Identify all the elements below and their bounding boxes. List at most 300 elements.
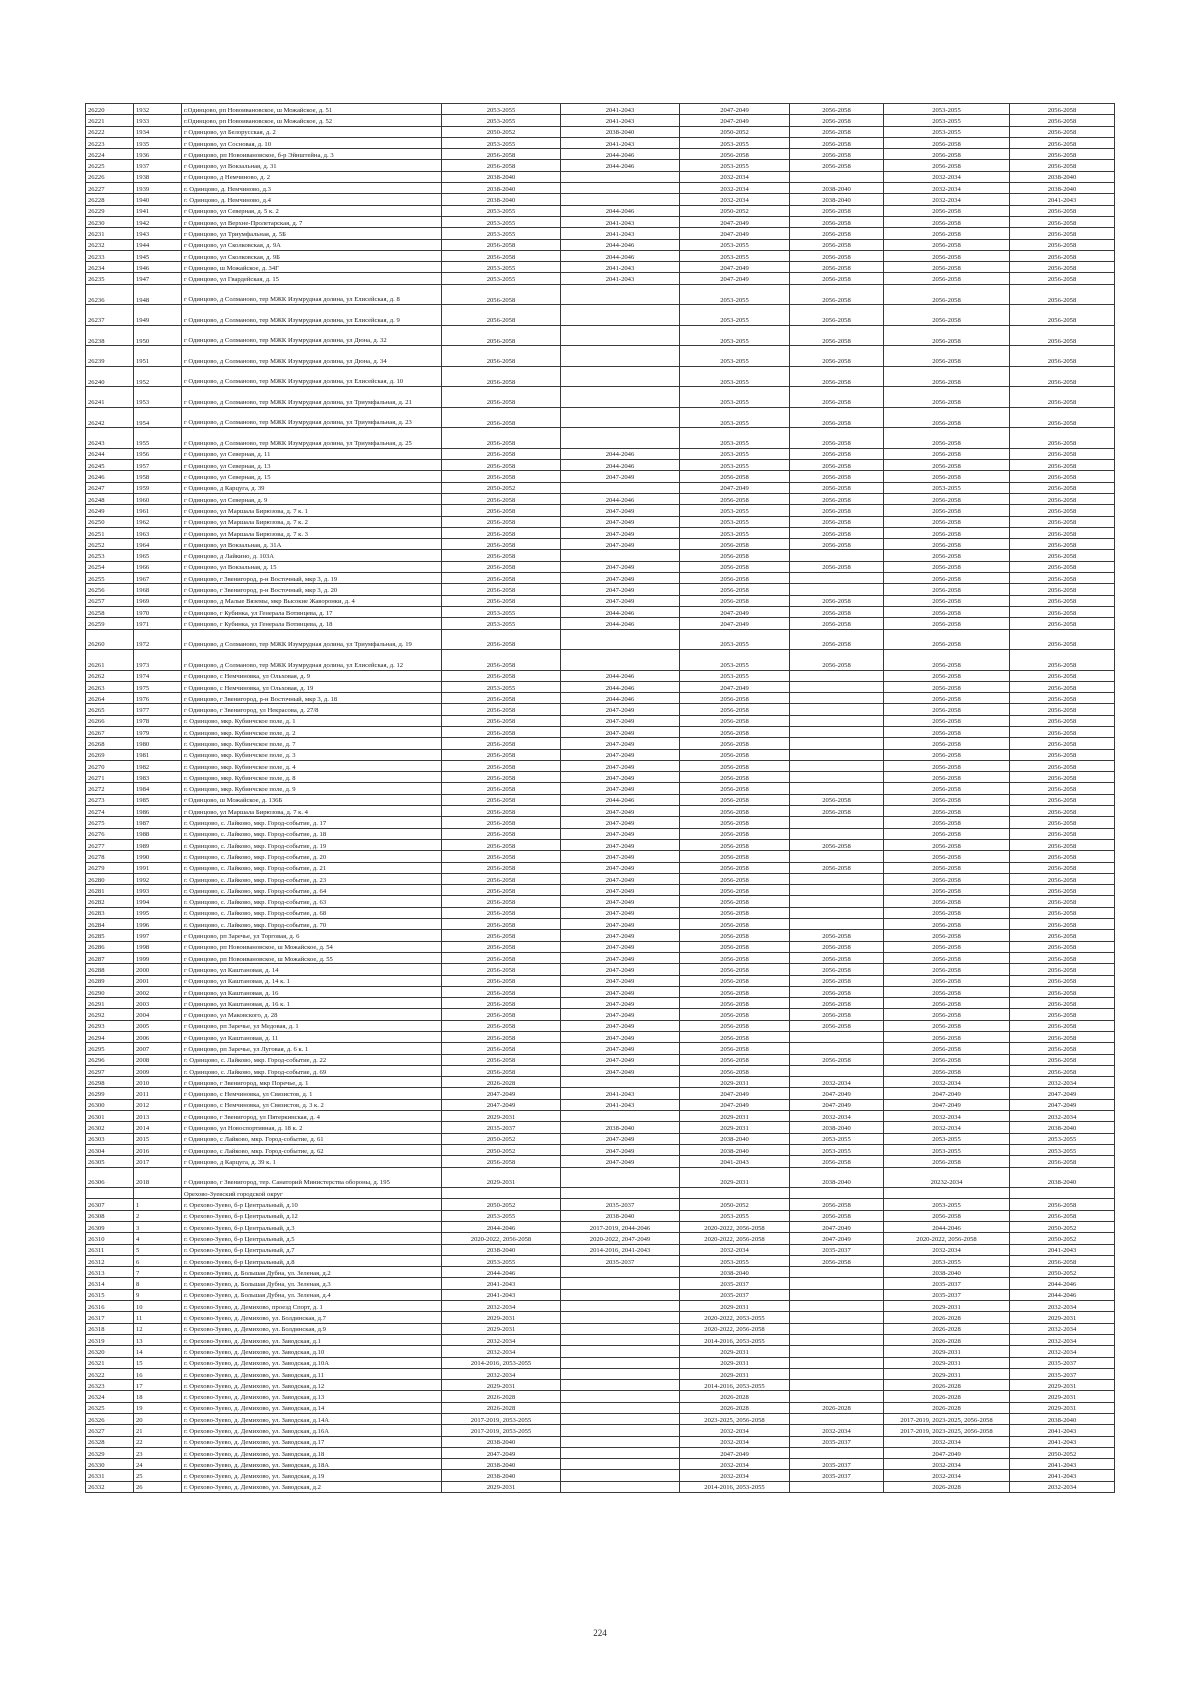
cell-term-3: 2029-2031 (680, 1368, 790, 1379)
cell-address: г. Одинцово, мкр. Кубинчское поле, д. 1 (182, 715, 442, 726)
cell-term-3: 2056-2058 (680, 783, 790, 794)
cell-term-3: 2056-2058 (680, 975, 790, 986)
cell-term-5: 2035-2037 (884, 1278, 1010, 1289)
cell-term-5: 2056-2058 (884, 862, 1010, 873)
cell-term-6: 2056-2058 (1010, 1009, 1115, 1020)
cell-term-5: 2056-2058 (884, 749, 1010, 760)
cell-term-5: 2056-2058 (884, 160, 1010, 171)
cell-term-1: 2029-2031 (442, 1481, 561, 1492)
cell-address: г Одинцово, ул Маршала Бирюзова, д. 7 к. 1 (182, 505, 442, 516)
table-row (86, 137, 1115, 148)
cell-term-2: 2047-2049 (561, 471, 680, 482)
table-row (86, 964, 1115, 975)
cell-term-3: 2047-2049 (680, 228, 790, 239)
cell-address: г Одинцово, ул Триумфальная, д. 5Б (182, 228, 442, 239)
cell-row-id: 26298 (86, 1077, 134, 1088)
cell-term-4: 2056-2058 (790, 250, 884, 261)
cell-address: г. Орехово-Зуево, б-р Центральный, д.10 (182, 1199, 442, 1210)
cell-term-2: 2044-2046 (561, 681, 680, 692)
cell-term-4: 2032-2034 (790, 1425, 884, 1436)
cell-item-number: 18 (134, 1391, 182, 1402)
cell-term-1: 2056-2058 (442, 930, 561, 941)
cell-term-4: 2056-2058 (790, 239, 884, 250)
cell-term-3: 2050-2052 (680, 126, 790, 137)
cell-item-number: 1979 (134, 726, 182, 737)
cell-term-4: 2056-2058 (790, 407, 884, 428)
cell-item-number: 1940 (134, 194, 182, 205)
cell-term-3: 2056-2058 (680, 885, 790, 896)
cell-term-1: 2056-2058 (442, 149, 561, 160)
cell-item-number: 24 (134, 1459, 182, 1470)
cell-term-4: 2038-2040 (790, 183, 884, 194)
cell-item-number: 1964 (134, 539, 182, 550)
cell-term-6: 2056-2058 (1010, 828, 1115, 839)
cell-term-5: 2056-2058 (884, 693, 1010, 704)
cell-row-id: 26224 (86, 149, 134, 160)
cell-term-2: 2047-2049 (561, 998, 680, 1009)
cell-item-number: 2003 (134, 998, 182, 1009)
cell-term-5: 2026-2028 (884, 1312, 1010, 1323)
cell-row-id: 26282 (86, 896, 134, 907)
cell-item-number: 9 (134, 1289, 182, 1300)
cell-term-3: 2038-2040 (680, 1133, 790, 1144)
cell-term-6: 2056-2058 (1010, 205, 1115, 216)
cell-term-4: 2056-2058 (790, 1255, 884, 1266)
cell-address: г. Одинцово, с. Лайково, мкр. Город-событие, д. 70 (182, 919, 442, 930)
table-row (86, 205, 1115, 216)
table-row (86, 1088, 1115, 1099)
cell-term-3: 2029-2031 (680, 1301, 790, 1312)
cell-term-1: 2056-2058 (442, 584, 561, 595)
cell-row-id: 26321 (86, 1357, 134, 1368)
table-row (86, 273, 1115, 284)
cell-item-number: 1967 (134, 573, 182, 584)
cell-term-6: 2056-2058 (1010, 1210, 1115, 1221)
cell-row-id: 26314 (86, 1278, 134, 1289)
cell-address: г. Одинцово, с. Лайково, мкр. Город-событие, д. 69 (182, 1065, 442, 1076)
cell-term-6: 2032-2034 (1010, 1077, 1115, 1088)
cell-row-id: 26255 (86, 573, 134, 584)
cell-item-number: 26 (134, 1481, 182, 1492)
table-row (86, 1233, 1115, 1244)
cell-term-5: 2056-2058 (884, 952, 1010, 963)
cell-address: г. Орехово-Зуево, д. Большая Дубна, ул. Зеленая, д.2 (182, 1267, 442, 1278)
cell-item-number: 1943 (134, 228, 182, 239)
cell-address: г. Орехово-Зуево, д. Демихово, ул. Заводская, д.2 (182, 1481, 442, 1492)
cell-row-id: 26258 (86, 606, 134, 617)
table-row (86, 1436, 1115, 1447)
cell-address: г.Одинцово, рп Новоивановское, ш Можайское, д. 51 (182, 104, 442, 115)
cell-term-6: 2056-2058 (1010, 919, 1115, 930)
cell-address: г. Одинцово, с. Лайково, мкр. Город-событие, д. 23 (182, 873, 442, 884)
table-row (86, 715, 1115, 726)
cell-term-6: 2056-2058 (1010, 493, 1115, 504)
cell-row-id: 26293 (86, 1020, 134, 1031)
cell-term-4: 2056-2058 (790, 216, 884, 227)
cell-term-3: 2053-2055 (680, 629, 790, 650)
cell-address: г Одинцово, с Немчиновка, ул Ольховая, д. 9 (182, 670, 442, 681)
cell-item-number: 1994 (134, 896, 182, 907)
cell-item-number: 1950 (134, 325, 182, 346)
cell-row-id: 26279 (86, 862, 134, 873)
cell-term-3: 2029-2031 (680, 1357, 790, 1368)
table-row (86, 839, 1115, 850)
table-row (86, 471, 1115, 482)
cell-address: г. Одинцово, д. Немчиново, д.4 (182, 194, 442, 205)
cell-term-3: 2056-2058 (680, 550, 790, 561)
table-row (86, 1255, 1115, 1266)
cell-term-2: 2041-2043 (561, 115, 680, 126)
cell-row-id: 26222 (86, 126, 134, 137)
table-row (86, 387, 1115, 408)
cell-term-2: 2047-2049 (561, 595, 680, 606)
cell-address: г. Орехово-Зуево, д. Демихово, ул. Заводская, д.17 (182, 1436, 442, 1447)
cell-term-3: 2032-2034 (680, 1244, 790, 1255)
cell-term-2: 2047-2049 (561, 1144, 680, 1155)
cell-term-1: 2056-2058 (442, 749, 561, 760)
cell-item-number: 1946 (134, 262, 182, 273)
cell-term-6: 2044-2046 (1010, 1289, 1115, 1300)
cell-item-number: 1989 (134, 839, 182, 850)
cell-item-number: 2007 (134, 1043, 182, 1054)
cell-address: г. Одинцово, мкр. Кубинчское поле, д. 9 (182, 783, 442, 794)
cell-term-3: 2041-2043 (680, 1156, 790, 1167)
cell-term-6: 2056-2058 (1010, 851, 1115, 862)
table-row (86, 941, 1115, 952)
cell-term-2: 2047-2049 (561, 738, 680, 749)
cell-item-number: 3 (134, 1221, 182, 1232)
cell-term-2: 2047-2049 (561, 704, 680, 715)
cell-term-1: 2050-2052 (442, 1133, 561, 1144)
cell-term-3: 2056-2058 (680, 806, 790, 817)
table-row (86, 606, 1115, 617)
cell-term-5: 2056-2058 (884, 606, 1010, 617)
cell-term-2 (561, 1436, 680, 1447)
cell-address: г Одинцово, ул Северная, д. 5 к. 2 (182, 205, 442, 216)
cell-item-number: 1997 (134, 930, 182, 941)
cell-row-id: 26316 (86, 1301, 134, 1312)
cell-term-3: 2056-2058 (680, 873, 790, 884)
cell-term-3: 2056-2058 (680, 471, 790, 482)
cell-term-2: 2041-2043 (561, 273, 680, 284)
cell-address: г Одинцово, ул Каштановая, д. 16 (182, 986, 442, 997)
table-row (86, 794, 1115, 805)
cell-row-id: 26246 (86, 471, 134, 482)
cell-term-3: 2056-2058 (680, 584, 790, 595)
cell-row-id: 26226 (86, 171, 134, 182)
cell-term-2: 2047-2049 (561, 930, 680, 941)
cell-term-6: 2041-2043 (1010, 1425, 1115, 1436)
cell-term-5: 2056-2058 (884, 670, 1010, 681)
table-row (86, 1065, 1115, 1076)
cell-item-number: 1960 (134, 493, 182, 504)
cell-term-5: 2056-2058 (884, 584, 1010, 595)
cell-term-4: 2038-2040 (790, 1167, 884, 1188)
cell-term-2: 2047-2049 (561, 516, 680, 527)
cell-term-1: 2056-2058 (442, 828, 561, 839)
cell-address: г. Одинцово, с. Лайково, мкр. Город-событие, д. 63 (182, 896, 442, 907)
cell-term-1: 2053-2055 (442, 273, 561, 284)
cell-address: г. Орехово-Зуево, б-р Центральный, д.12 (182, 1210, 442, 1221)
cell-item-number: 1948 (134, 284, 182, 305)
cell-term-6: 2056-2058 (1010, 1156, 1115, 1167)
cell-term-4: 2056-2058 (790, 149, 884, 160)
cell-term-6: 2035-2037 (1010, 1357, 1115, 1368)
cell-term-2: 2041-2043 (561, 137, 680, 148)
cell-term-4 (790, 1267, 884, 1278)
cell-item-number: 16 (134, 1368, 182, 1379)
cell-row-id: 26330 (86, 1459, 134, 1470)
cell-term-4 (790, 1032, 884, 1043)
cell-term-1: 2020-2022, 2056-2058 (442, 1233, 561, 1244)
cell-term-1: 2035-2037 (442, 1122, 561, 1133)
cell-term-3: 2056-2058 (680, 851, 790, 862)
cell-term-6: 2056-2058 (1010, 428, 1115, 449)
cell-term-4: 2053-2055 (790, 1144, 884, 1155)
cell-address: г Одинцово, ул Каштановая, д. 14 (182, 964, 442, 975)
table-row (86, 1009, 1115, 1020)
cell-term-1: 2056-2058 (442, 693, 561, 704)
cell-term-6: 2032-2034 (1010, 1301, 1115, 1312)
cell-address: г Одинцово, г Звенигород, тер. Санаторий Министерства обороны, д. 195 (182, 1167, 442, 1188)
cell-term-1: 2044-2046 (442, 1221, 561, 1232)
cell-address: г. Одинцово, с. Лайково, мкр. Город-событие, д. 17 (182, 817, 442, 828)
cell-item-number: 2017 (134, 1156, 182, 1167)
cell-term-3: 2047-2049 (680, 618, 790, 629)
cell-term-5: 2056-2058 (884, 907, 1010, 918)
cell-term-3: 2056-2058 (680, 1043, 790, 1054)
cell-term-6: 2056-2058 (1010, 284, 1115, 305)
cell-term-5: 2056-2058 (884, 941, 1010, 952)
cell-term-3: 2056-2058 (680, 493, 790, 504)
cell-item-number: 1986 (134, 806, 182, 817)
cell-term-3: 2026-2028 (680, 1402, 790, 1413)
cell-term-4 (790, 1380, 884, 1391)
cell-item-number: 1975 (134, 681, 182, 692)
cell-term-2 (561, 325, 680, 346)
table-row (86, 194, 1115, 205)
cell-term-2 (561, 1368, 680, 1379)
cell-item-number: 13 (134, 1334, 182, 1345)
cell-term-4: 2056-2058 (790, 115, 884, 126)
cell-item-number: 1978 (134, 715, 182, 726)
table-row (86, 448, 1115, 459)
cell-row-id: 26290 (86, 986, 134, 997)
cell-term-6: 2056-2058 (1010, 975, 1115, 986)
cell-address: г. Одинцово, д. Немчиново, д.3 (182, 183, 442, 194)
cell-item-number: 1952 (134, 366, 182, 387)
cell-row-id: 26229 (86, 205, 134, 216)
cell-term-1: 2056-2058 (442, 896, 561, 907)
cell-term-2: 2047-2049 (561, 806, 680, 817)
cell-term-6: 2056-2058 (1010, 704, 1115, 715)
cell-term-2 (561, 346, 680, 367)
cell-term-5: 2056-2058 (884, 516, 1010, 527)
cell-term-5: 2056-2058 (884, 783, 1010, 794)
cell-term-4: 2056-2058 (790, 595, 884, 606)
cell-term-6: 2053-2055 (1010, 1133, 1115, 1144)
cell-term-6: 2056-2058 (1010, 772, 1115, 783)
table-row (86, 239, 1115, 250)
cell-term-4: 2056-2058 (790, 448, 884, 459)
cell-term-4 (790, 873, 884, 884)
cell-item-number: 14 (134, 1346, 182, 1357)
cell-term-5: 2056-2058 (884, 216, 1010, 227)
cell-term-4: 2056-2058 (790, 1054, 884, 1065)
cell-term-5: 2056-2058 (884, 738, 1010, 749)
cell-item-number: 23 (134, 1447, 182, 1458)
cell-term-6: 2056-2058 (1010, 726, 1115, 737)
cell-term-1: 2056-2058 (442, 1054, 561, 1065)
cell-row-id: 26318 (86, 1323, 134, 1334)
cell-term-5: 2056-2058 (884, 325, 1010, 346)
cell-address: г. Одинцово, с. Лайково, мкр. Город-событие, д. 18 (182, 828, 442, 839)
cell-term-5: 2056-2058 (884, 1009, 1010, 1020)
cell-term-6: 2056-2058 (1010, 693, 1115, 704)
cell-term-5: 2029-2031 (884, 1301, 1010, 1312)
cell-term-4 (790, 1357, 884, 1368)
cell-term-1: 2056-2058 (442, 561, 561, 572)
cell-term-5: 2056-2058 (884, 273, 1010, 284)
cell-address: г Одинцово, г Звенигород, ул Некрасова, д. 27/8 (182, 704, 442, 715)
cell-term-2: 2047-2049 (561, 715, 680, 726)
cell-term-1: 2056-2058 (442, 783, 561, 794)
table-row (86, 1380, 1115, 1391)
cell-item-number: 1969 (134, 595, 182, 606)
cell-term-4: 2056-2058 (790, 975, 884, 986)
cell-term-1: 2053-2055 (442, 205, 561, 216)
cell-address: г Одинцово, д Немчиново, д. 2 (182, 171, 442, 182)
cell-item-number: 2005 (134, 1020, 182, 1031)
cell-term-4 (790, 1289, 884, 1300)
cell-term-4 (790, 681, 884, 692)
cell-term-5: 2056-2058 (884, 629, 1010, 650)
cell-term-1: 2053-2055 (442, 228, 561, 239)
cell-term-6: 2056-2058 (1010, 817, 1115, 828)
cell-row-id: 26228 (86, 194, 134, 205)
cell-term-1: 2038-2040 (442, 183, 561, 194)
cell-term-6: 2056-2058 (1010, 783, 1115, 794)
cell-term-6: 2041-2043 (1010, 1470, 1115, 1481)
cell-term-5: 2056-2058 (884, 1156, 1010, 1167)
cell-term-1: 2056-2058 (442, 539, 561, 550)
cell-term-6: 2032-2034 (1010, 1481, 1115, 1492)
cell-term-5: 2056-2058 (884, 851, 1010, 862)
cell-row-id: 26294 (86, 1032, 134, 1043)
cell-term-4: 2053-2055 (790, 1133, 884, 1144)
cell-address: г Одинцово, ул Каштановая, д. 14 к. 1 (182, 975, 442, 986)
cell-item-number: 1982 (134, 760, 182, 771)
cell-term-4: 2056-2058 (790, 273, 884, 284)
schedule-table (85, 103, 1115, 1493)
cell-address: г Одинцово, ул Вокзальная, д. 15 (182, 561, 442, 572)
cell-term-6: 2044-2046 (1010, 1278, 1115, 1289)
cell-term-5: 2053-2055 (884, 1199, 1010, 1210)
cell-term-4 (790, 817, 884, 828)
cell-item-number: 1956 (134, 448, 182, 459)
cell-term-4 (790, 704, 884, 715)
cell-address: г Одинцово, г Звенигород, р-н Восточный, мкр 3, д. 20 (182, 584, 442, 595)
cell-term-1: 2017-2019, 2053-2055 (442, 1414, 561, 1425)
cell-term-1: 2056-2058 (442, 851, 561, 862)
table-row (86, 183, 1115, 194)
cell-term-4 (790, 772, 884, 783)
cell-term-2 (561, 1167, 680, 1188)
cell-address: г. Орехово-Зуево, д. Демихово, ул. Заводская, д.13 (182, 1391, 442, 1402)
cell-term-2: 2038-2040 (561, 126, 680, 137)
cell-item-number: 1972 (134, 629, 182, 650)
table-row (86, 584, 1115, 595)
cell-address: г Одинцово, ул Северная, д. 13 (182, 460, 442, 471)
cell-term-4: 2056-2058 (790, 964, 884, 975)
cell-item-number: 2016 (134, 1144, 182, 1155)
cell-term-4 (790, 1368, 884, 1379)
cell-term-4 (790, 749, 884, 760)
cell-term-6: 2056-2058 (1010, 126, 1115, 137)
cell-term-1: 2056-2058 (442, 873, 561, 884)
cell-term-1: 2053-2055 (442, 1255, 561, 1266)
cell-row-id: 26265 (86, 704, 134, 715)
cell-term-3: 2026-2028 (680, 1391, 790, 1402)
cell-row-id: 26231 (86, 228, 134, 239)
cell-term-1: 2056-2058 (442, 839, 561, 850)
cell-term-6: 2050-2052 (1010, 1267, 1115, 1278)
table-row (86, 1133, 1115, 1144)
cell-term-4 (790, 885, 884, 896)
cell-term-2 (561, 1334, 680, 1345)
cell-row-id: 26266 (86, 715, 134, 726)
cell-item-number: 1968 (134, 584, 182, 595)
cell-term-6: 2038-2040 (1010, 1122, 1115, 1133)
cell-term-4 (790, 760, 884, 771)
table-row (86, 460, 1115, 471)
cell-term-2: 2044-2046 (561, 160, 680, 171)
cell-term-6: 2056-2058 (1010, 941, 1115, 952)
cell-term-3: 2047-2049 (680, 273, 790, 284)
cell-term-5: 2053-2055 (884, 1133, 1010, 1144)
table-row (86, 104, 1115, 115)
cell-term-6: 2056-2058 (1010, 527, 1115, 538)
cell-address: г. Одинцово, мкр. Кубинчское поле, д. 2 (182, 726, 442, 737)
cell-row-id: 26259 (86, 618, 134, 629)
cell-term-2: 2047-2049 (561, 1054, 680, 1065)
cell-term-6: 2056-2058 (1010, 715, 1115, 726)
cell-address: г. Орехово-Зуево, д. Демихово, ул. Заводская, д.14А (182, 1414, 442, 1425)
cell-term-1: 2053-2055 (442, 104, 561, 115)
cell-term-2: 2047-2049 (561, 817, 680, 828)
cell-row-id: 26250 (86, 516, 134, 527)
cell-term-1: 2050-2052 (442, 1144, 561, 1155)
cell-row-id: 26325 (86, 1402, 134, 1413)
cell-term-3: 2056-2058 (680, 738, 790, 749)
cell-term-6: 2041-2043 (1010, 1436, 1115, 1447)
cell-row-id: 26245 (86, 460, 134, 471)
table-row (86, 986, 1115, 997)
cell-term-2: 2047-2049 (561, 896, 680, 907)
cell-term-4: 2056-2058 (790, 794, 884, 805)
cell-term-6: 2056-2058 (1010, 907, 1115, 918)
cell-term-4 (790, 1334, 884, 1345)
cell-term-1: 2056-2058 (442, 794, 561, 805)
cell-term-2: 2047-2049 (561, 1065, 680, 1076)
cell-term-3: 2053-2055 (680, 346, 790, 367)
cell-term-4: 2056-2058 (790, 1156, 884, 1167)
cell-address: г Одинцово, г Звенигород, мкр Поречье, д. 1 (182, 1077, 442, 1088)
cell-term-6: 2056-2058 (1010, 460, 1115, 471)
table-row (86, 1481, 1115, 1492)
cell-row-id: 26317 (86, 1312, 134, 1323)
cell-term-2: 2047-2049 (561, 1032, 680, 1043)
